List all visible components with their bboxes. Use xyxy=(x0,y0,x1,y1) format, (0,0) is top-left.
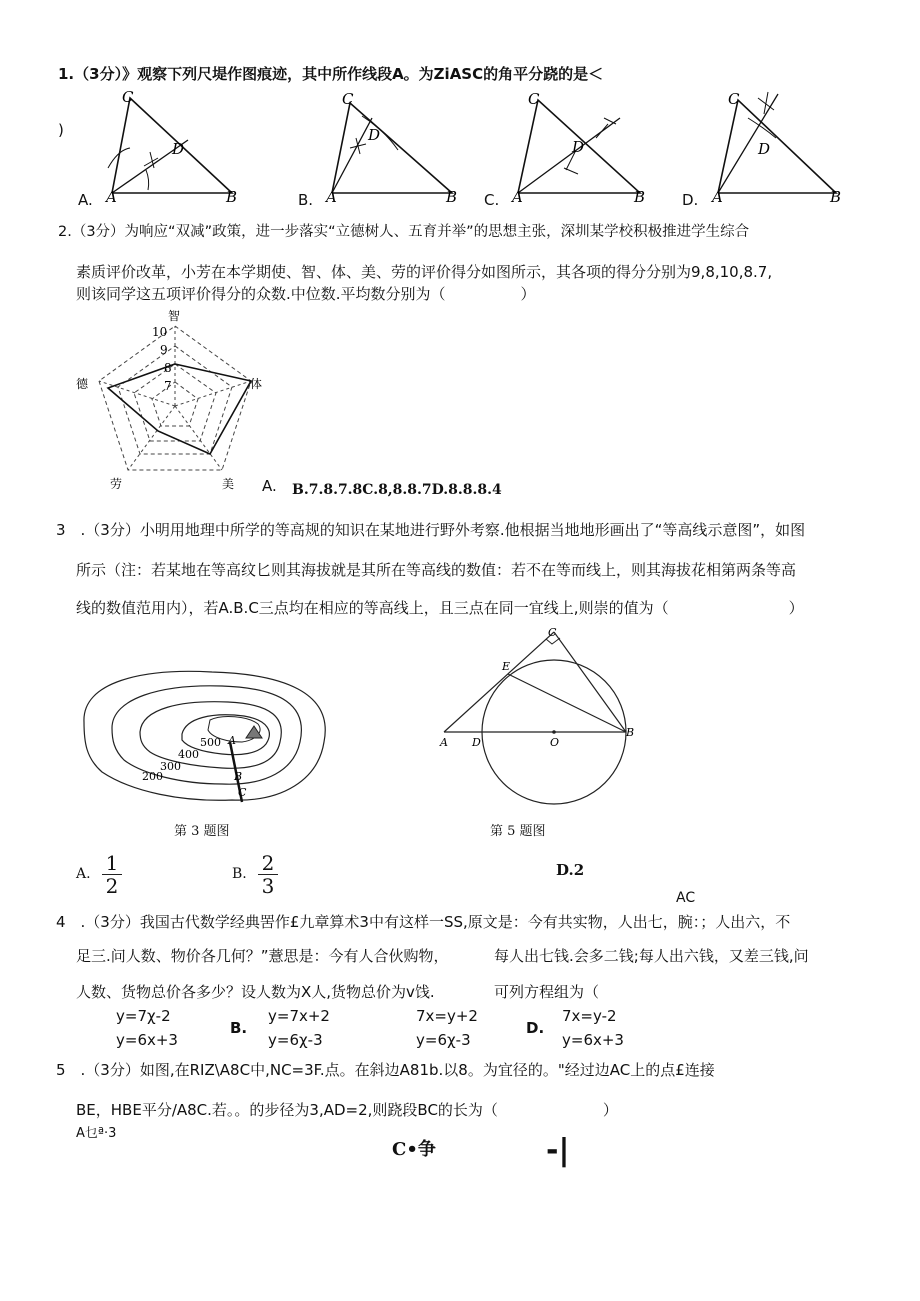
q1c-point-b: B xyxy=(634,188,646,203)
q5-circle-figure xyxy=(436,622,640,808)
q1-stem: 1.（3分）》观察下列尺堤作图痕迹，其中所作线段A。为ZiASC的角平分跷的是＜ xyxy=(58,65,604,83)
q2-line1: 2.（3分）为响应“双减”政策，进一步落实“立德树人、五育并举”的思想主张，深圳某学校积极推进学生综合 xyxy=(58,224,750,240)
q1d-point-a: A xyxy=(712,188,723,203)
q2-radar-scale-8: 8 xyxy=(164,361,172,375)
q2-radar-scale-10: 10 xyxy=(152,325,168,339)
q1-paren-close: ) xyxy=(58,121,64,139)
q3-contour-map xyxy=(72,662,334,808)
q4-line2b: 每人出七钱.会多二钱;每人出六钱，又差三钱,问 xyxy=(494,947,809,965)
q4-option-a-eq2: y=6x+3 xyxy=(116,1031,178,1049)
q2-radar-scale-7: 7 xyxy=(164,379,172,393)
q3-option-a-denominator: 2 xyxy=(105,874,119,898)
q4-line1: 4 .（3分）我国古代数学经典罟作£九章算术3中有这样一SS,原文是：今有共实物，人出七，腕：；人出六，不 xyxy=(56,913,791,931)
q3-caption-5: 第 5 题图 xyxy=(490,824,546,839)
q2-radar-axis-mei: 美 xyxy=(222,477,235,491)
q4-option-d-eq1: 7x=y-2 xyxy=(562,1007,617,1025)
q3-option-b: B. xyxy=(232,866,247,882)
q1d-point-b: B xyxy=(830,188,842,203)
q3-option-b-numerator: 2 xyxy=(258,852,278,875)
q1-figure-c xyxy=(508,88,648,203)
q1c-point-d: D xyxy=(572,138,585,156)
q2-line3: 则该同学这五项评价得分的众数.中位数.平均数分别为（ ） xyxy=(76,285,536,303)
q4-option-b-eq1: y=7x+2 xyxy=(268,1007,330,1025)
q3-option-b-fraction xyxy=(258,852,278,897)
q2-radar-scale-9: 9 xyxy=(160,343,168,357)
q1d-point-c: C xyxy=(728,90,740,108)
q4-line3a: 人数、货物总价各多少？设人数为X人,货物总价为v饯. xyxy=(76,983,435,1001)
q3-contour-500: 500 xyxy=(200,736,221,749)
q3-line1: 3 .（3分）小明用地理中所学的等高规的知识在某地进行野外考察.他根据当地地形画出了“等高线示意图”，如图 xyxy=(56,521,806,539)
q1c-point-a: A xyxy=(512,188,523,203)
q5-fig-point-b: B xyxy=(626,726,635,739)
q1-option-d: D. xyxy=(682,191,699,209)
q5-fig-point-d: D xyxy=(472,736,481,749)
q3-contour-200: 200 xyxy=(142,770,163,783)
q2-line2: 素质评价改革，小芳在本学期使、智、体、美、劳的评价得分如图所示，其各项的得分分别为9,8,10,8.7, xyxy=(76,263,773,281)
q5-line2: BE，HBE平分/A8C.若。。的步径为3,AD=2,则跷段BC的长为（ ） xyxy=(76,1101,618,1119)
q3-option-a: A. xyxy=(76,866,91,882)
q4-option-b-label: B. xyxy=(230,1019,248,1037)
q3-option-a-numerator: 1 xyxy=(102,852,122,875)
q1-figure-a xyxy=(100,88,250,203)
q3-option-d: D.2 xyxy=(556,861,585,879)
q5-fragment-c: C•争 xyxy=(392,1139,436,1160)
q1-figure-d xyxy=(708,88,848,203)
q1a-point-c: C xyxy=(122,88,134,106)
q4-line2a: 足三.问人数、物价各几何？”薏思是：今有人合伙购物， xyxy=(76,947,449,965)
q3-point-a: A xyxy=(228,734,236,747)
q1-option-c: C. xyxy=(484,191,500,209)
q2-option-a: A. xyxy=(262,477,277,495)
q2-radar-axis-ti: 体 xyxy=(250,377,263,391)
q3-option-b-denominator: 3 xyxy=(261,874,275,898)
q5-fragment-bar: -| xyxy=(546,1133,570,1168)
q1a-point-d: D xyxy=(172,140,185,158)
q2-radar-axis-lao: 劳 xyxy=(110,477,123,491)
q3-line3: 线的数值范用内），若A.B.C三点均在相应的等高线上，且三点在同一宜线上,则崇的值为（ ） xyxy=(76,599,804,617)
q4-option-c-eq2: y=6χ-3 xyxy=(416,1031,471,1049)
q1b-point-c: C xyxy=(342,90,354,108)
q5-line1: 5 .（3分）如图,在RIZ\A8C中,NC=3F.点。在斜边A81b.以8。为宜径的。"经过边AC上的点£连接 xyxy=(56,1061,715,1079)
q3-line2: 所示（注：若某地在等高纹匕则其海拔就是其所在等高线的数值：若不在等而线上，则其海拔花相第两条等高 xyxy=(76,561,797,579)
q4-option-a-eq1: y=7χ-2 xyxy=(116,1007,171,1025)
q1b-point-b: B xyxy=(446,188,458,203)
q5-line3: A乜ª·3 xyxy=(76,1126,117,1141)
q3-contour-300: 300 xyxy=(160,760,181,773)
q1d-point-d: D xyxy=(758,140,771,158)
q3-point-b: B xyxy=(234,770,243,783)
q4-option-b-eq2: y=6χ-3 xyxy=(268,1031,323,1049)
q1a-point-a: A xyxy=(106,188,117,203)
q2-radar-axis-zhi: 智 xyxy=(168,309,181,323)
q2-radar-chart xyxy=(70,306,270,492)
q2-radar-axis-de: 德 xyxy=(76,377,89,391)
q1-option-b: B. xyxy=(298,191,314,209)
q5-fig-point-c: C xyxy=(548,626,557,639)
q3-ac-label: AC xyxy=(676,890,696,906)
q1b-point-a: A xyxy=(326,188,337,203)
q3-contour-400: 400 xyxy=(178,748,199,761)
q2-options-rest: B.7.8.7.8C.8,8.8.7D.8.8.8.4 xyxy=(292,482,502,498)
q4-option-c-eq1: 7x=y+2 xyxy=(416,1007,478,1025)
q1c-point-c: C xyxy=(528,90,540,108)
q4-option-d-eq2: y=6x+3 xyxy=(562,1031,624,1049)
q5-fig-point-a: A xyxy=(440,736,448,749)
q5-fig-point-e: E xyxy=(502,660,511,673)
q1a-point-b: B xyxy=(226,188,238,203)
q4-option-d-label: D. xyxy=(526,1019,545,1037)
q5-fig-point-o: O xyxy=(550,736,560,749)
q3-option-a-fraction xyxy=(102,852,122,897)
q1b-point-d: D xyxy=(368,126,381,144)
q3-caption-3: 第 3 题图 xyxy=(174,824,230,839)
q1-figure-b xyxy=(322,88,462,203)
q1-option-a: A. xyxy=(78,191,93,209)
q4-line3b: 可列方程组为（ xyxy=(494,983,600,1001)
q3-point-c: C xyxy=(238,786,247,799)
